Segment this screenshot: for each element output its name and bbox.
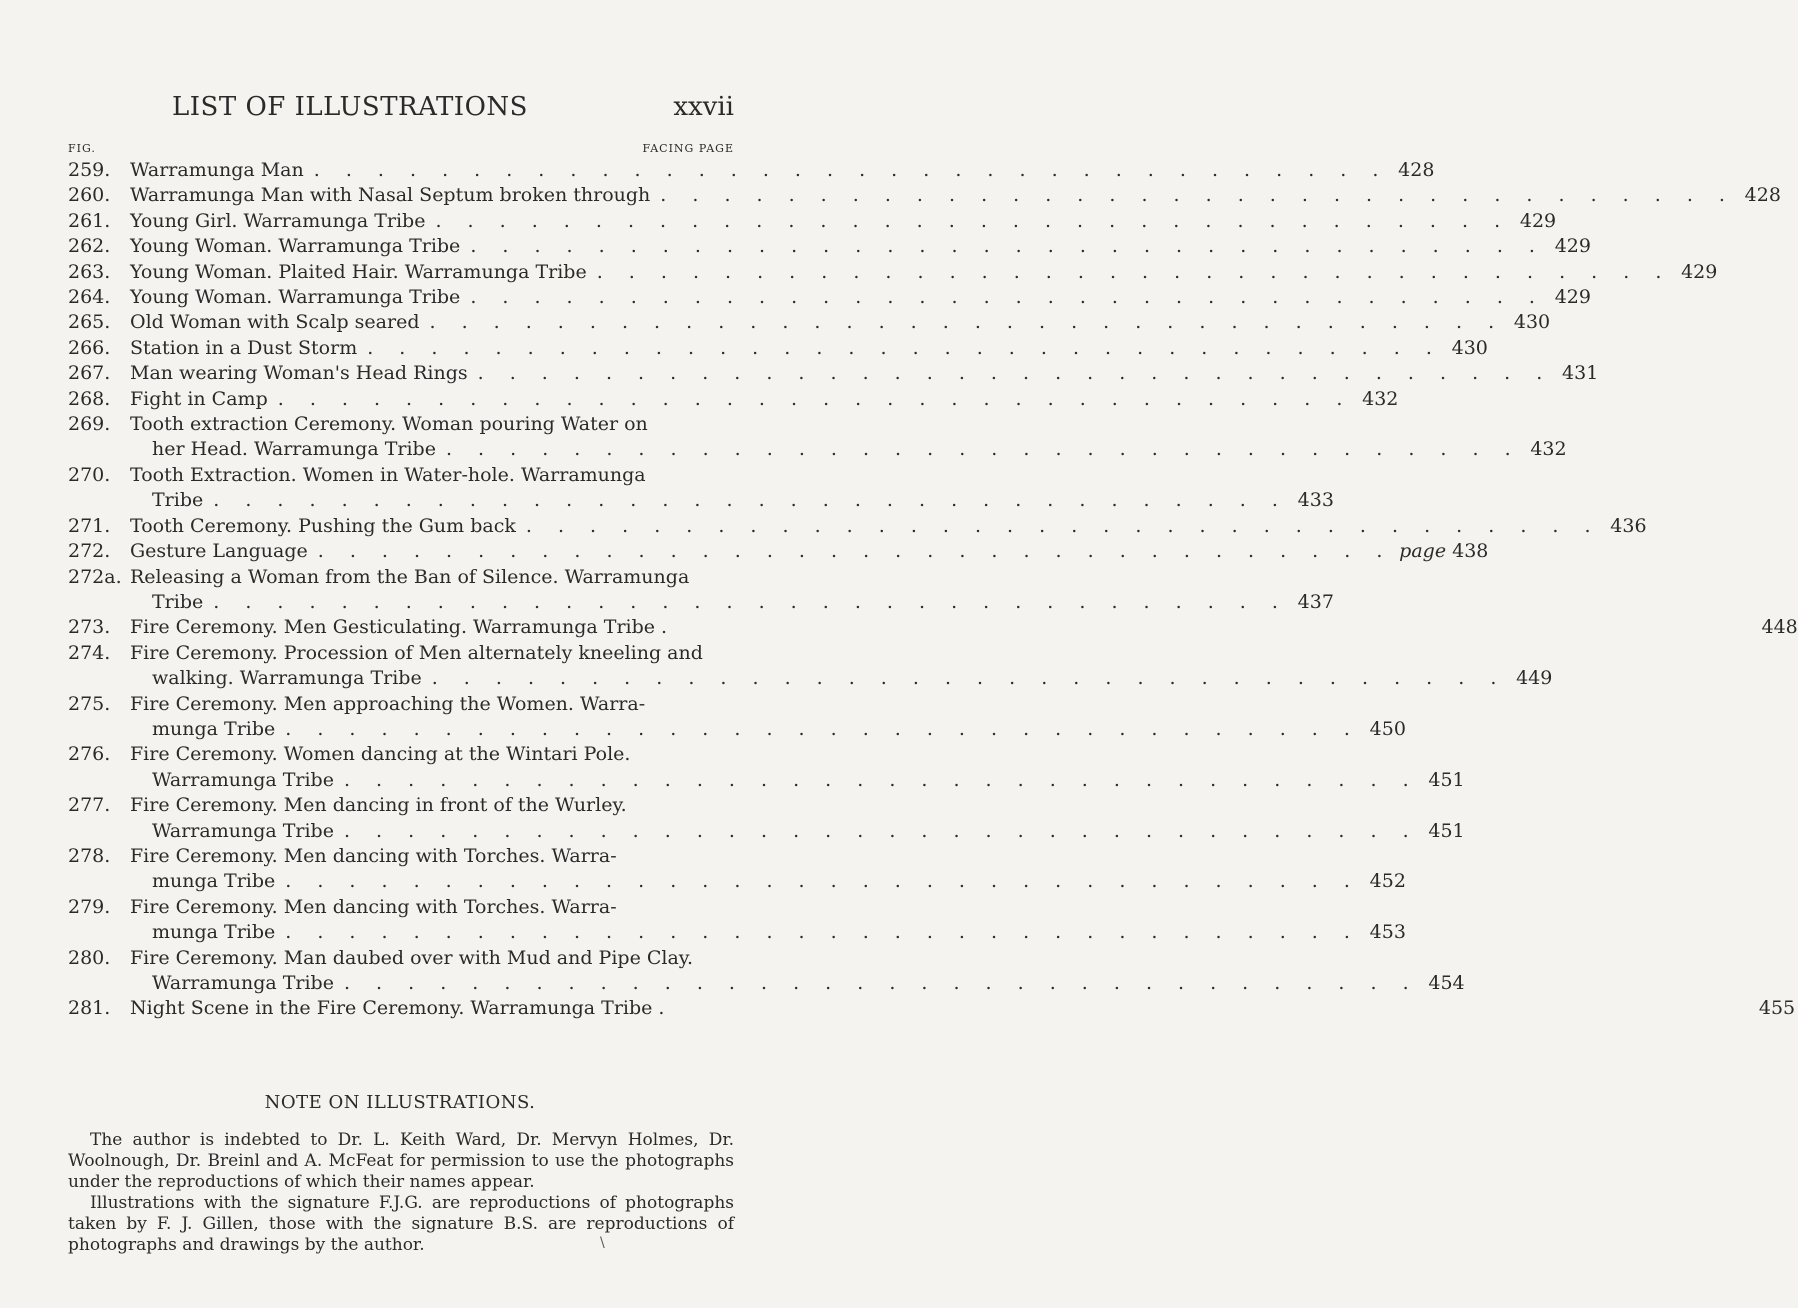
list-entry: [68, 361, 1599, 386]
entry-line: [130, 260, 1717, 285]
page-value: 428: [1744, 184, 1781, 207]
entry-caption: Warramunga Tribe: [152, 819, 334, 842]
dot-leader: [516, 514, 1601, 539]
entry-body: [130, 158, 1434, 183]
entry-caption: Warramunga Tribe: [152, 972, 334, 994]
page-value: 452: [1369, 870, 1406, 893]
dot-leader: [460, 285, 1545, 310]
entry-body: [130, 463, 1334, 514]
fig-number: 274.: [68, 641, 111, 664]
note-paragraph: Illustrations with the signature F.J.G. are reproductions of photographs taken by F. J. Gillen, those with the signature B.S. are reproductions of photographs and drawings by the author.: [68, 1193, 734, 1255]
entry-caption: Warramunga Man with Nasal Septum broken through: [130, 184, 651, 207]
page-value: 431: [1562, 362, 1599, 385]
fig-number: 264.: [68, 286, 111, 309]
entry-body: [130, 336, 1488, 361]
entry-caption: munga Tribe: [152, 717, 276, 740]
list-entry: [68, 336, 1488, 361]
facing-page-number: [1360, 717, 1406, 742]
fig-number: 275.: [68, 692, 111, 715]
dot-leader: [587, 260, 1672, 285]
entry-caption: Fight in Camp: [130, 387, 268, 410]
stray-mark: \: [600, 1235, 605, 1251]
dot-leader: [275, 920, 1360, 945]
entry-line: [130, 742, 1465, 767]
entry-line: [130, 565, 1334, 590]
entry-line: [130, 844, 1406, 869]
fig-number: 272.: [68, 540, 111, 563]
entry-caption: Tribe: [152, 489, 204, 512]
entry-body: [130, 412, 1567, 463]
page-value: 432: [1530, 438, 1567, 461]
entry-line: [130, 234, 1591, 259]
fig-number: 280.: [68, 946, 111, 969]
page-value: 455: [1758, 997, 1796, 1020]
entry-line: [130, 387, 1398, 412]
page-value: 450: [1369, 717, 1406, 740]
entry-caption: munga Tribe: [152, 870, 276, 893]
entry-line: [130, 946, 1465, 971]
entry-caption: Fire Ceremony. Men dancing with Torches. Warra-: [130, 844, 617, 867]
entry-body: [130, 234, 1591, 259]
entry-body: [130, 946, 1465, 997]
entry-line: [130, 768, 1465, 793]
entry-caption: Tribe: [152, 590, 204, 613]
entry-caption: walking. Warramunga Tribe: [152, 667, 422, 690]
fig-number: 266.: [68, 336, 111, 359]
page-value: 437: [1297, 590, 1334, 613]
list-entry: [68, 615, 1798, 640]
facing-page-number: [1545, 234, 1591, 259]
entry-caption: Fire Ceremony. Men dancing in front of the Wurley.: [130, 794, 627, 817]
list-entry: [68, 641, 1553, 692]
entry-caption: Releasing a Woman from the Ban of Silence. Warramunga: [130, 565, 690, 588]
entry-caption: Tooth Ceremony. Pushing the Gum back: [130, 514, 516, 537]
page-value: 429: [1554, 235, 1591, 258]
facing-page-number: [1752, 615, 1798, 640]
page-value: 438: [1452, 540, 1489, 563]
list-entry: [68, 514, 1647, 539]
fig-number: 261.: [68, 209, 111, 232]
list-entry: [68, 285, 1591, 310]
entry-line: [130, 183, 1781, 208]
dot-leader: [422, 666, 1507, 691]
facing-page-number: [1504, 310, 1550, 335]
dot-leader: [357, 336, 1442, 361]
dot-leader: [275, 717, 1360, 742]
entry-caption: Man wearing Woman's Head Rings: [130, 362, 468, 385]
fig-number: 268.: [68, 387, 111, 410]
entry-caption: Tooth Extraction. Women in Water-hole. Warramunga: [130, 463, 646, 486]
entry-line: [130, 666, 1552, 691]
dot-leader: [425, 209, 1510, 234]
list-entry: [68, 260, 1718, 285]
facing-page-number: [1552, 361, 1598, 386]
dot-leader: [460, 234, 1545, 259]
fig-number: 276.: [68, 743, 111, 766]
entry-caption: Gesture Language: [130, 540, 308, 563]
entry-line: [130, 539, 1488, 564]
entry-body: [130, 742, 1465, 793]
entry-body: [130, 565, 1334, 616]
page-value: 429: [1681, 260, 1718, 283]
entry-line: [130, 641, 1552, 666]
entry-line: [130, 590, 1334, 615]
fig-number: 260.: [68, 184, 111, 207]
entry-body: [130, 996, 1795, 1021]
facing-page-number: [1442, 336, 1488, 361]
page-value: 449: [1516, 667, 1553, 690]
list-entry: [68, 183, 1781, 208]
entry-caption: Night Scene in the Fire Ceremony. Warramunga Tribe .: [130, 997, 665, 1020]
facing-page-column-heading: FACING PAGE: [642, 142, 734, 155]
entry-body: [130, 285, 1591, 310]
fig-number: 273.: [68, 616, 111, 639]
facing-page-number: [1288, 488, 1334, 513]
dot-leader: [436, 437, 1521, 462]
entry-caption: Young Woman. Plaited Hair. Warramunga Tribe: [130, 260, 587, 283]
fig-number: 269.: [68, 413, 111, 436]
fig-number: 271.: [68, 514, 111, 537]
page-value: 453: [1369, 921, 1406, 944]
page-value: 451: [1428, 768, 1465, 791]
entry-caption: her Head. Warramunga Tribe: [152, 438, 436, 461]
entry-line: [130, 336, 1488, 361]
entry-caption: Fire Ceremony. Women dancing at the Wintari Pole.: [130, 743, 631, 766]
entry-line: [130, 310, 1550, 335]
entry-line: [130, 793, 1465, 818]
list-entry: [68, 310, 1551, 335]
entry-caption: Warramunga Man: [130, 159, 304, 181]
list-entry: [68, 692, 1406, 743]
entry-caption: Fire Ceremony. Men approaching the Women. Warra-: [130, 692, 646, 715]
entry-line: [130, 920, 1406, 945]
page-value: 429: [1519, 209, 1557, 232]
page-value: 429: [1554, 286, 1591, 309]
entry-body: [130, 260, 1717, 285]
fig-number: 270.: [68, 463, 111, 486]
facing-page-number: [1419, 768, 1465, 793]
fig-number: 272a.: [68, 565, 122, 588]
dot-leader: [334, 768, 1419, 793]
facing-page-number: [1671, 260, 1717, 285]
list-entry: [68, 412, 1567, 463]
entry-caption: Fire Ceremony. Procession of Men alternately kneeling and: [130, 641, 703, 664]
entry-line: [130, 412, 1567, 437]
note-body: [68, 1130, 734, 1256]
facing-page-number: [1735, 183, 1781, 208]
entry-caption: Station in a Dust Storm: [130, 336, 358, 359]
page-number: xxvii: [673, 92, 734, 122]
dot-leader: [308, 539, 1393, 564]
entry-line: [130, 717, 1406, 742]
list-entry: [68, 234, 1591, 259]
entry-caption: Fire Ceremony. Man daubed over with Mud and Pipe Clay.: [130, 946, 694, 969]
dot-leader: [334, 971, 1419, 996]
entry-body: [130, 692, 1406, 743]
entry-line: [130, 692, 1406, 717]
list-entry: [68, 793, 1465, 844]
fig-number: 279.: [68, 895, 111, 918]
illustration-list: [68, 158, 1798, 1022]
entry-body: [130, 514, 1647, 539]
facing-page-number: [1388, 158, 1434, 183]
entry-line: [130, 437, 1567, 462]
list-entry: [68, 209, 1557, 234]
list-entry: [68, 539, 1489, 564]
entry-line: [130, 895, 1406, 920]
fig-number: 259.: [68, 159, 111, 181]
entry-line: [130, 463, 1334, 488]
fig-number: 281.: [68, 997, 111, 1020]
entry-line: [130, 209, 1556, 234]
facing-page-number: [1419, 819, 1465, 844]
page-value: 433: [1297, 489, 1334, 512]
list-entry: [68, 844, 1406, 895]
entry-line: [130, 361, 1598, 386]
entry-body: [130, 361, 1598, 386]
fig-number: 265.: [68, 311, 111, 334]
page-value: 454: [1428, 972, 1465, 994]
list-entry: [68, 996, 1796, 1021]
facing-page-number: [1392, 539, 1488, 564]
entry-line: [130, 971, 1465, 996]
facing-page-number: [1749, 996, 1795, 1021]
list-entry: [68, 895, 1406, 946]
entry-caption: Old Woman with Scalp seared: [130, 311, 420, 334]
fig-number: 277.: [68, 794, 111, 817]
dot-leader: [203, 590, 1288, 615]
dot-leader: [650, 183, 1735, 208]
dot-leader: [304, 158, 1389, 183]
facing-page-number: [1360, 869, 1406, 894]
entry-caption: Warramunga Tribe: [152, 768, 334, 791]
entry-caption: Fire Ceremony. Men dancing with Torches. Warra-: [130, 895, 617, 918]
entry-line: [130, 158, 1434, 183]
facing-page-number: [1288, 590, 1334, 615]
dot-leader: [468, 361, 1553, 386]
facing-page-number: [1506, 666, 1552, 691]
page-value: 451: [1428, 819, 1465, 842]
fig-number: 262.: [68, 235, 111, 258]
facing-page-number: [1521, 437, 1567, 462]
list-entry: [68, 387, 1399, 412]
facing-page-number: [1545, 285, 1591, 310]
fig-number: 263.: [68, 260, 111, 283]
note-title: NOTE ON ILLUSTRATIONS.: [264, 1092, 536, 1113]
entry-body: [130, 844, 1406, 895]
entry-body: [130, 387, 1398, 412]
entry-line: [130, 996, 1795, 1021]
page-prefix: page: [1399, 540, 1447, 563]
page-title: LIST OF ILLUSTRATIONS: [172, 92, 528, 122]
entry-body: [130, 895, 1406, 946]
list-entry: [68, 158, 1435, 183]
list-entry: [68, 742, 1465, 793]
entry-body: [130, 310, 1550, 335]
page-value: 436: [1610, 514, 1647, 537]
list-entry: [68, 463, 1334, 514]
page-value: 430: [1451, 336, 1488, 359]
entry-body: [130, 641, 1552, 692]
entry-body: [130, 209, 1556, 234]
note-paragraph: The author is indebted to Dr. L. Keith Ward, Dr. Mervyn Holmes, Dr. Woolnough, Dr. Breinl and A. McFeat for permission to use the photographs under the reproductions of which their names appear.: [68, 1130, 734, 1192]
entry-caption: Fire Ceremony. Men Gesticulating. Warramunga Tribe .: [130, 616, 668, 639]
fig-column-heading: FIG.: [68, 142, 96, 155]
entry-caption: Young Girl. Warramunga Tribe: [130, 209, 426, 232]
entry-caption: Young Woman. Warramunga Tribe: [130, 235, 461, 258]
entry-line: [130, 869, 1406, 894]
entry-line: [130, 514, 1647, 539]
list-entry: [68, 946, 1465, 997]
dot-leader: [275, 869, 1360, 894]
facing-page-number: [1601, 514, 1647, 539]
page-value: 430: [1513, 311, 1551, 334]
entry-line: [130, 285, 1591, 310]
entry-caption: Tooth extraction Ceremony. Woman pouring Water on: [130, 413, 648, 436]
entry-body: [130, 615, 1798, 640]
list-entry: [68, 565, 1334, 616]
entry-caption: Young Woman. Warramunga Tribe: [130, 286, 461, 309]
entry-body: [130, 793, 1465, 844]
dot-leader: [203, 488, 1288, 513]
entry-body: [130, 183, 1781, 208]
dot-leader: [268, 387, 1353, 412]
facing-page-number: [1360, 920, 1406, 945]
page-value: 432: [1362, 387, 1399, 410]
entry-line: [130, 819, 1465, 844]
dot-leader: [419, 310, 1504, 335]
entry-caption: munga Tribe: [152, 921, 276, 944]
dot-leader: [334, 819, 1419, 844]
entry-body: [130, 539, 1488, 564]
fig-number: 278.: [68, 844, 111, 867]
facing-page-number: [1352, 387, 1398, 412]
facing-page-number: [1510, 209, 1556, 234]
page-value: 428: [1398, 159, 1435, 181]
entry-line: [130, 615, 1798, 640]
fig-number: 267.: [68, 362, 111, 385]
page-header: [0, 92, 800, 132]
page-value: 448: [1761, 616, 1798, 639]
entry-line: [130, 488, 1334, 513]
facing-page-number: [1419, 971, 1465, 996]
